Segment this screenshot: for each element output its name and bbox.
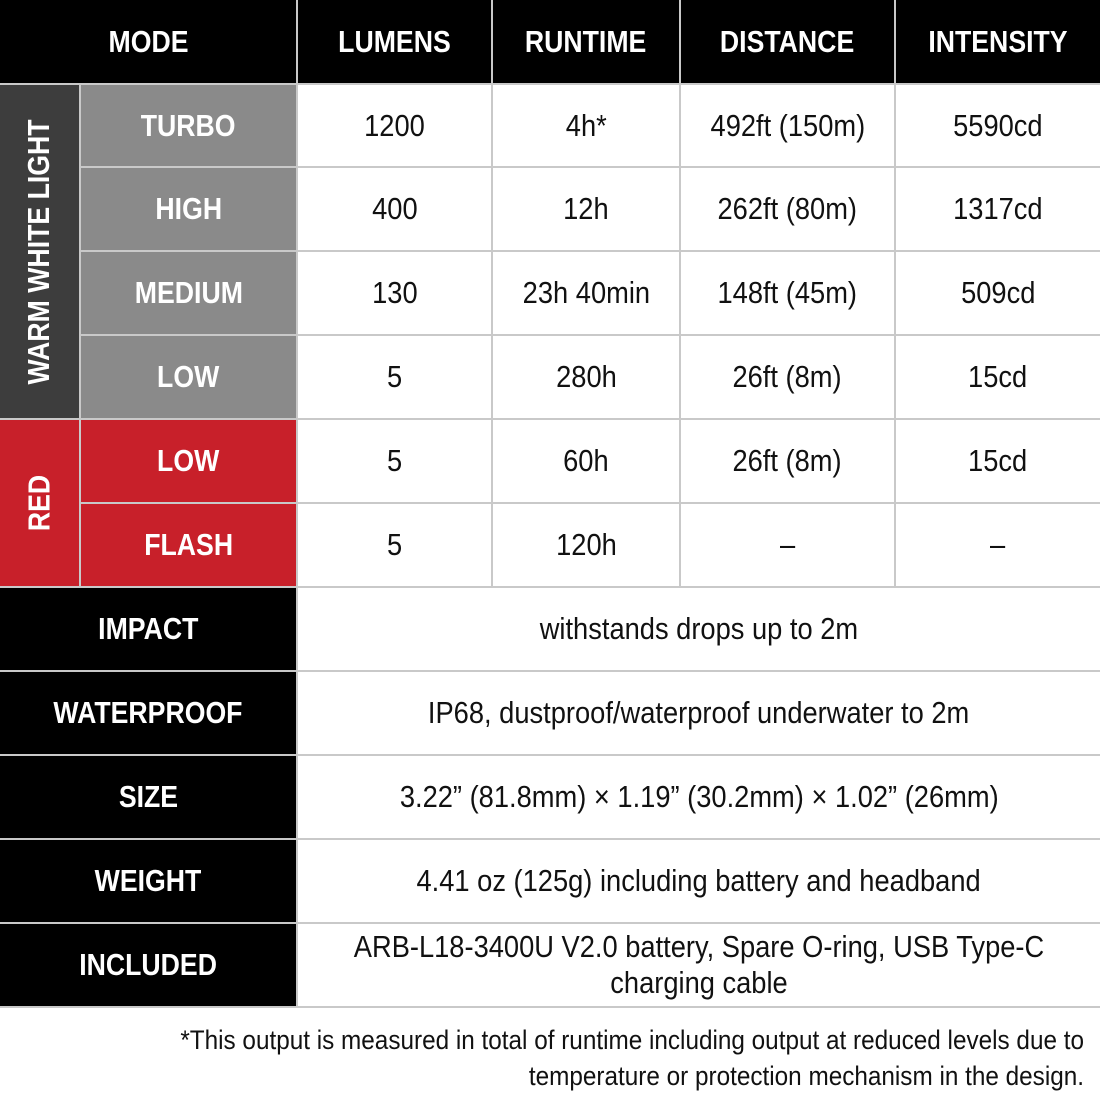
spec-value-impact: withstands drops up to 2m	[298, 588, 1100, 670]
runtime-cell: 23h 40min	[493, 252, 679, 334]
spec-label-waterproof: WATERPROOF	[0, 672, 296, 754]
grid-line	[0, 670, 1100, 672]
lumens-cell: 5	[298, 420, 491, 502]
group-warm-white-light	[0, 85, 79, 418]
distance-cell: 492ft (150m)	[681, 85, 894, 166]
distance-cell: 262ft (80m)	[681, 168, 894, 250]
footnote: *This output is measured in total of runtime including output at reduced levels due to temperature or protection mechanism in the design.	[180, 1025, 1084, 1091]
mode-medium: MEDIUM	[81, 252, 296, 334]
group-red-label: RED	[21, 474, 57, 532]
grid-line	[0, 83, 1100, 85]
grid-line	[0, 1006, 1100, 1008]
lumens-cell: 5	[298, 504, 491, 586]
lumens-cell: 1200	[298, 85, 491, 166]
lumens-cell: 130	[298, 252, 491, 334]
spec-label-included: INCLUDED	[0, 924, 296, 1006]
mode-low-red: LOW	[81, 420, 296, 502]
spec-value-weight: 4.41 oz (125g) including battery and headband	[298, 840, 1100, 922]
grid-line	[81, 250, 1100, 252]
intensity-cell: –	[896, 504, 1100, 586]
runtime-cell: 60h	[493, 420, 679, 502]
distance-cell: –	[681, 504, 894, 586]
spec-value-waterproof: IP68, dustproof/waterproof underwater to 2m	[298, 672, 1100, 754]
header-lumens: LUMENS	[298, 0, 491, 83]
spec-label-impact: IMPACT	[0, 588, 296, 670]
intensity-cell: 15cd	[896, 420, 1100, 502]
header-runtime: RUNTIME	[493, 0, 679, 83]
header-distance: DISTANCE	[681, 0, 894, 83]
lumens-cell: 400	[298, 168, 491, 250]
grid-line	[894, 0, 896, 588]
grid-line	[81, 502, 1100, 504]
intensity-cell: 509cd	[896, 252, 1100, 334]
spec-value-size: 3.22” (81.8mm) × 1.19” (30.2mm) × 1.02” (26mm)	[298, 756, 1100, 838]
spec-label-size: SIZE	[0, 756, 296, 838]
mode-low-warm: LOW	[81, 336, 296, 418]
header-intensity: INTENSITY	[896, 0, 1100, 83]
lumens-cell: 5	[298, 336, 491, 418]
header-mode: MODE	[0, 0, 296, 83]
grid-line	[0, 586, 1100, 588]
mode-high: HIGH	[81, 168, 296, 250]
grid-line	[679, 0, 681, 588]
spec-label-weight: WEIGHT	[0, 840, 296, 922]
grid-line	[0, 418, 1100, 420]
spec-value-included: ARB-L18-3400U V2.0 battery, Spare O-ring, USB Type-C charging cable	[298, 924, 1100, 1006]
grid-line	[0, 754, 1100, 756]
runtime-cell: 4h*	[493, 85, 679, 166]
grid-line	[81, 166, 1100, 168]
group-warm-label: WARM WHITE LIGHT	[21, 118, 57, 385]
grid-line	[0, 922, 1100, 924]
intensity-cell: 5590cd	[896, 85, 1100, 166]
distance-cell: 148ft (45m)	[681, 252, 894, 334]
runtime-cell: 280h	[493, 336, 679, 418]
intensity-cell: 1317cd	[896, 168, 1100, 250]
runtime-cell: 120h	[493, 504, 679, 586]
grid-line	[81, 334, 1100, 336]
grid-line	[0, 838, 1100, 840]
mode-flash: FLASH	[81, 504, 296, 586]
grid-line	[491, 0, 493, 588]
intensity-cell: 15cd	[896, 336, 1100, 418]
distance-cell: 26ft (8m)	[681, 336, 894, 418]
distance-cell: 26ft (8m)	[681, 420, 894, 502]
mode-turbo: TURBO	[81, 85, 296, 166]
group-red	[0, 420, 79, 586]
runtime-cell: 12h	[493, 168, 679, 250]
